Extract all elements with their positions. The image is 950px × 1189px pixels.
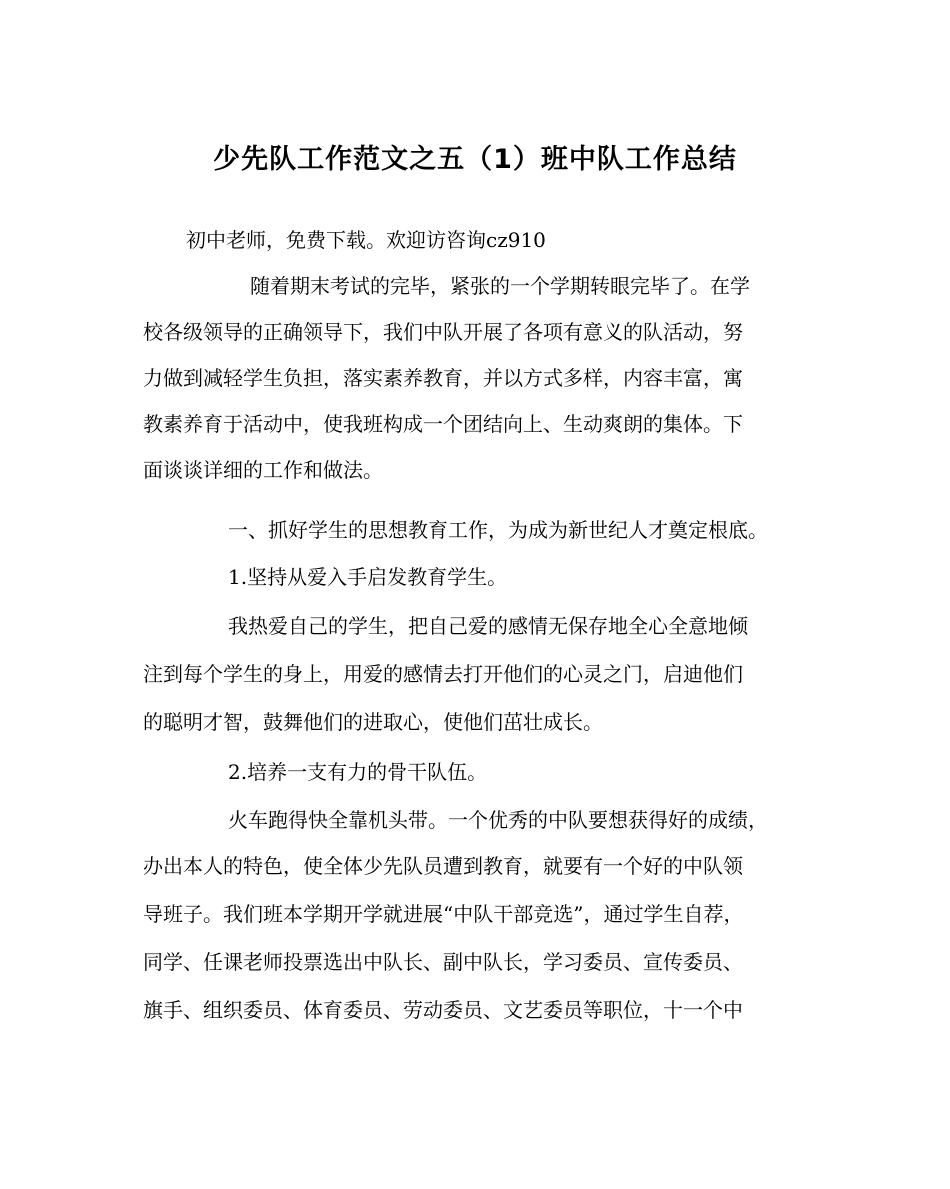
paragraph-line: 旗手、组织委员、体育委员、劳动委员、文艺委员等职位，十一个中 — [143, 998, 743, 1022]
subsection-heading: 1.坚持从爱入手启发教育学生。 — [228, 565, 508, 589]
paragraph-line: 我热爱自己的学生，把自己爱的感情无保存地全心全意地倾 — [228, 614, 748, 638]
paragraph-line: 随着期末考试的完毕，紧张的一个学期转眼完毕了。在学 — [250, 274, 750, 298]
document-title: 少先队工作范文之五（1）班中队工作总结 — [213, 144, 737, 175]
paragraph-line: 力做到减轻学生负担，落实素养教育，并以方式多样，内容丰富，寓 — [143, 366, 743, 390]
paragraph-line: 办出本人的特色，使全体少先队员遭到教育，就要有一个好的中队领 — [143, 854, 743, 878]
subsection-heading: 2.培养一支有力的骨干队伍。 — [228, 760, 488, 784]
section-heading: 一、抓好学生的思想教育工作，为成为新世纪人才奠定根底。 — [228, 518, 768, 542]
paragraph-line: 同学、任课老师投票选出中队长、副中队长，学习委员、宣传委员、 — [143, 950, 743, 974]
paragraph-line: 火车跑得快全靠机头带。一个优秀的中队要想获得好的成绩， — [228, 808, 768, 832]
paragraph-line: 导班子。我们班本学期开学就进展“中队干部竞选”，通过学生自荐， — [143, 902, 744, 926]
paragraph-line: 校各级领导的正确领导下，我们中队开展了各项有意义的队活动，努 — [143, 320, 743, 344]
paragraph-line: 教素养育于活动中，使我班构成一个团结向上、生动爽朗的集体。下 — [143, 412, 743, 436]
intro-line: 初中老师，免费下载。欢迎访咨询cz910 — [186, 228, 546, 252]
paragraph-line: 注到每个学生的身上，用爱的感情去打开他们的心灵之门，启迪他们 — [143, 662, 743, 686]
paragraph-line: 面谈谈详细的工作和做法。 — [143, 458, 383, 482]
paragraph-line: 的聪明才智，鼓舞他们的进取心，使他们茁壮成长。 — [143, 710, 603, 734]
